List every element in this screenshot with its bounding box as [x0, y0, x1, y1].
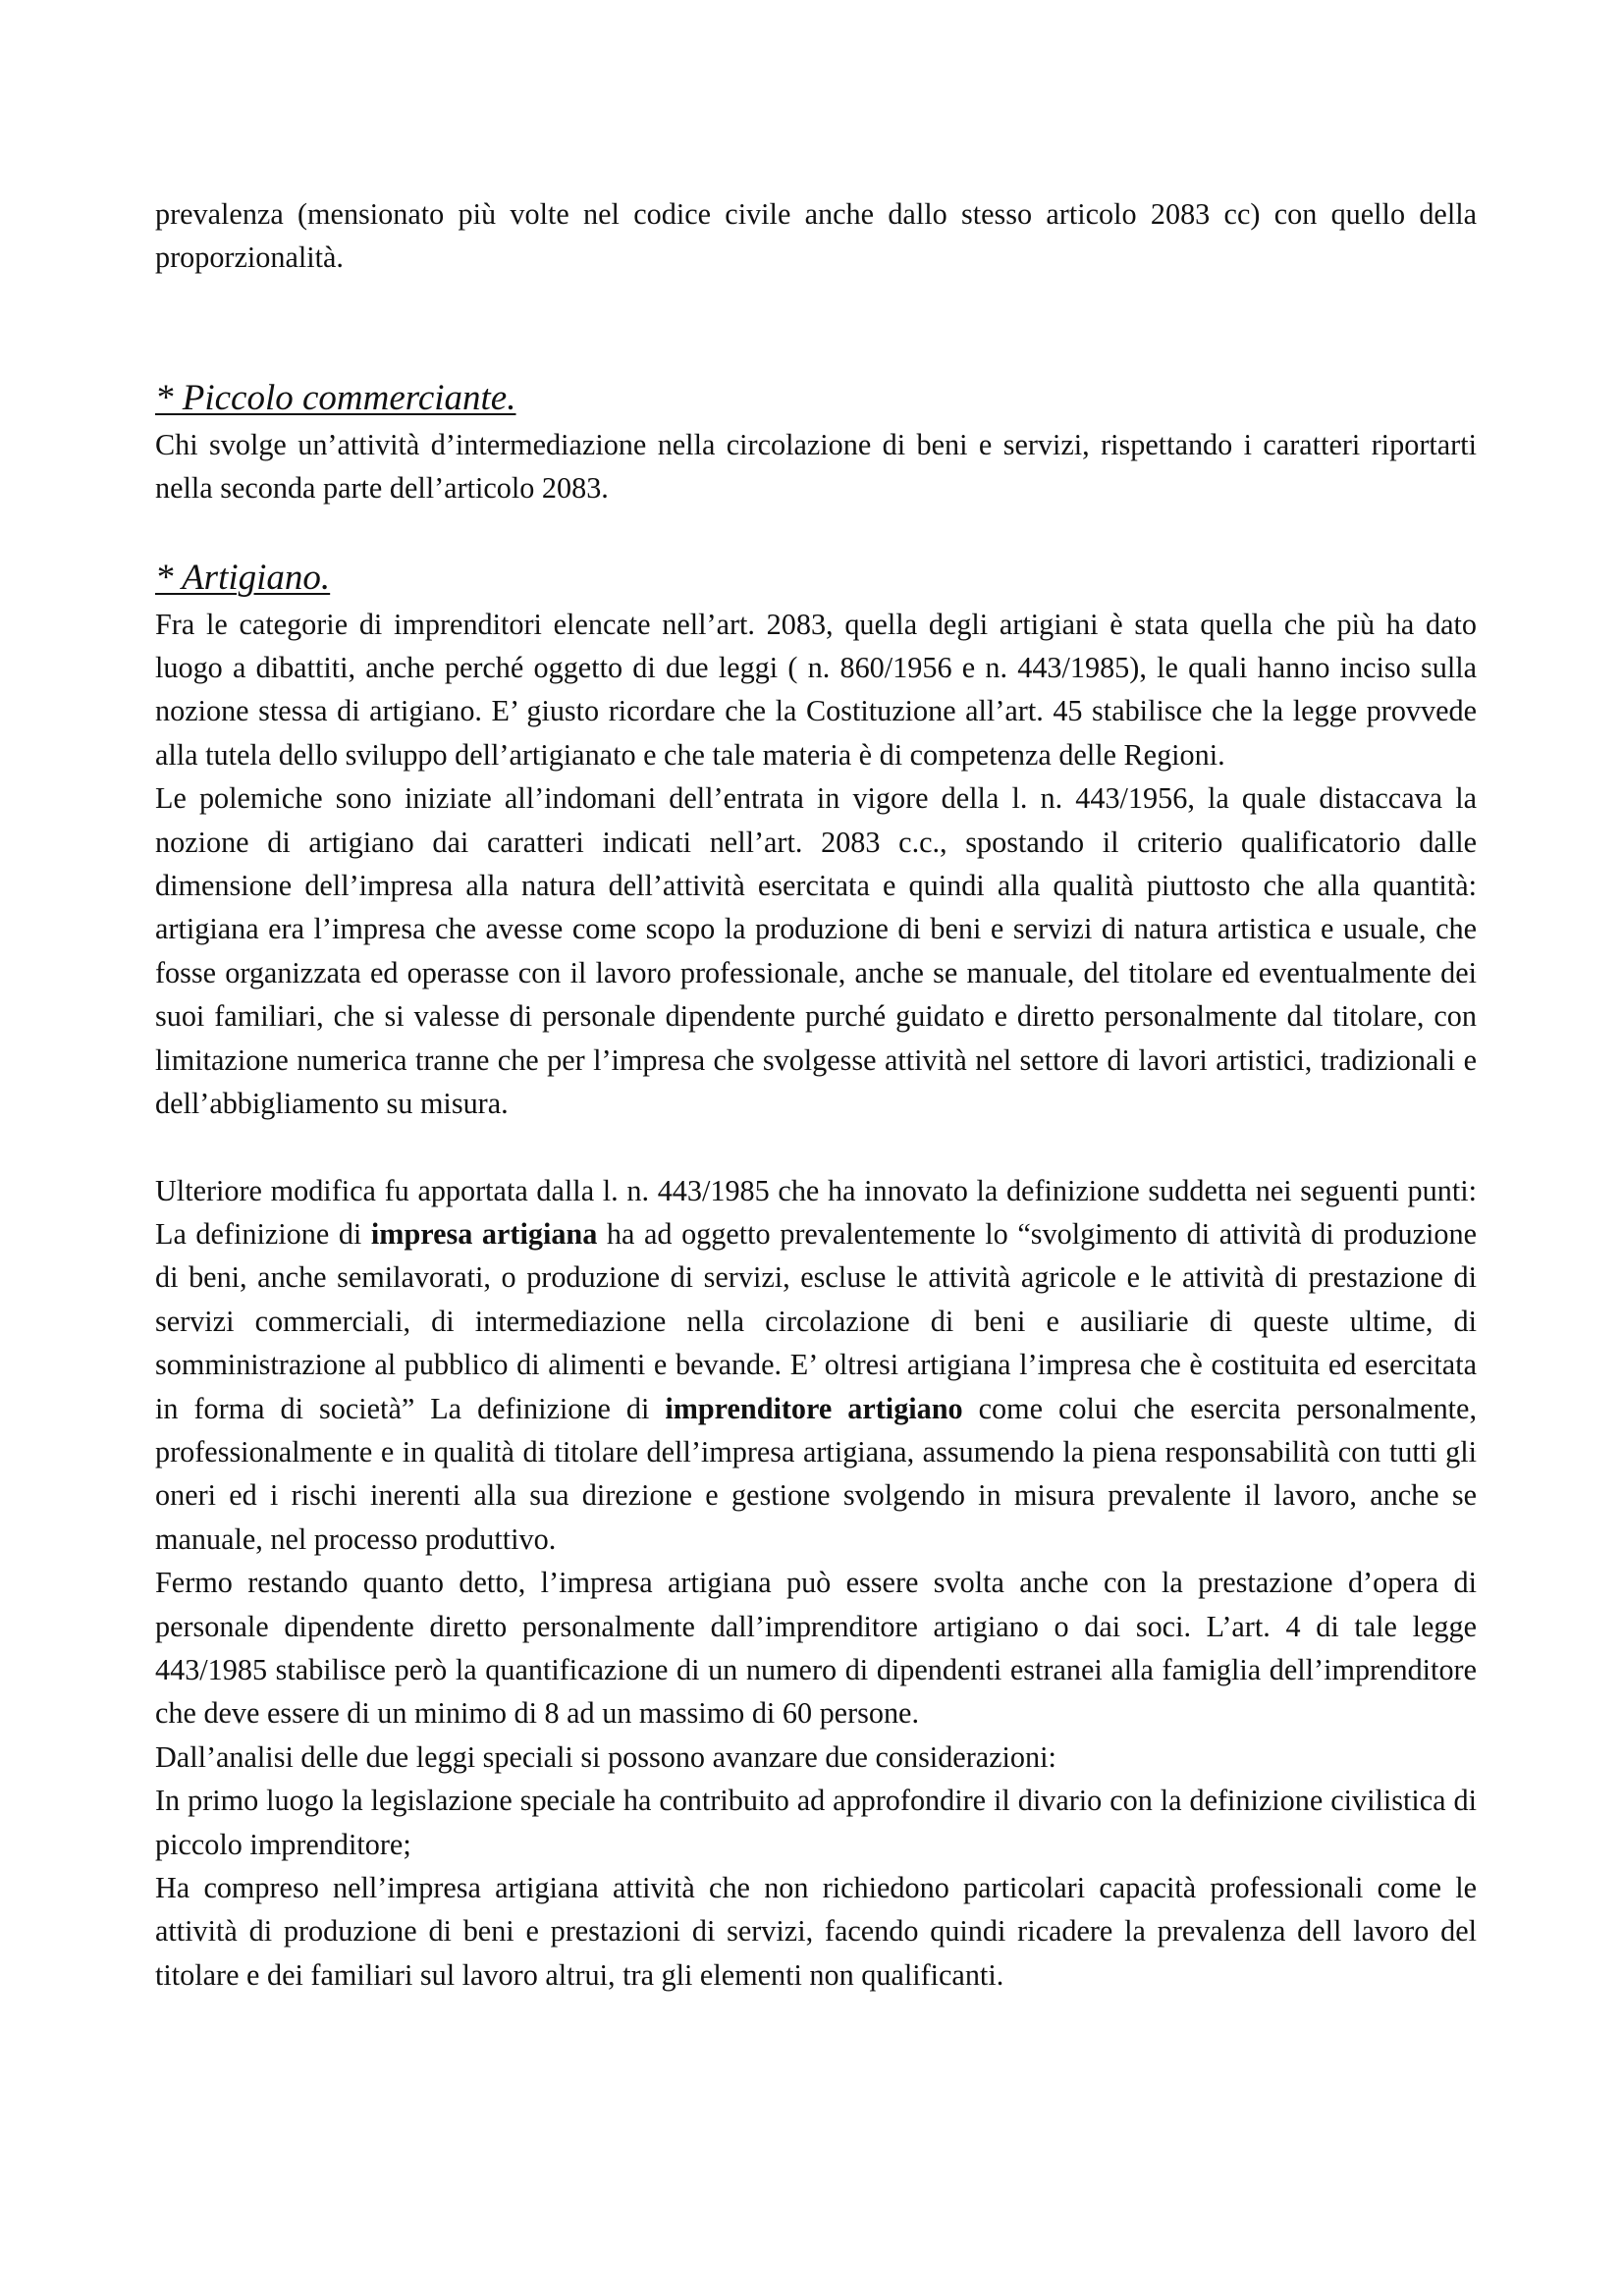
- artigiano-paragraph-1: Fra le categorie di imprenditori elencate nell’art. 2083, quella degli artigiani è stata quella che più ha dato luogo a dibattiti, anche perché oggetto di due leggi ( n. 860/1956 e n. 443/1985), le quali hanno inciso sulla nozione stessa di artigiano. E’ giusto ricordare che la Costituzione all’art. 45 stabilisce che la legge provvede alla tutela dello sviluppo dell’artigianato e che tale materia è di competenza delle Regioni.: [155, 607, 1477, 772]
- artigiano-paragraph-3: [155, 1169, 1477, 1562]
- bold-imprenditore-artigiano: imprenditore artigiano: [665, 1391, 963, 1425]
- document-page: [155, 192, 1477, 1997]
- spacer: [155, 1126, 1477, 1169]
- artigiano-paragraph-7: Ha compreso nell’impresa artigiana attività che non richiedono particolari capacità professionali come le attività di produzione di beni e prestazioni di servizi, facendo quindi ricadere la prevalenza dell lavoro del titolare e dei familiari sul lavoro altrui, tra gli elementi non qualificanti.: [155, 1871, 1477, 1992]
- piccolo-commerciante-paragraph: Chi svolge un’attività d’intermediazione nella circolazione di beni e servizi, rispettando i caratteri riportarti nella seconda parte dell’articolo 2083.: [155, 427, 1477, 506]
- spacer: [155, 510, 1477, 554]
- artigiano-paragraph-6: In primo luogo la legislazione speciale ha contribuito ad approfondire il divario con la definizione civilistica di piccolo imprenditore;: [155, 1784, 1477, 1861]
- p3-text-b: ha ad oggetto prevalentemente lo “svolgimento di attività di produzione di beni, anche semilavorati, o produzione di servizi, escluse le attività agricole e le attività di prestazione di servizi commerciali, di intermediazione nella circolazione di beni e ausiliarie di queste ultime, di somministrazione al pubblico di alimenti e bevande. E’ oltresi artigiana l’impresa che è costituita ed esercitata in forma di società” La definizione di: [155, 1216, 1478, 1425]
- bold-impresa-artigiana: impresa artigiana: [370, 1216, 598, 1251]
- p3-text-c: come colui che esercita personalmente, professionalmente e in qualità di titolare dell’impresa artigiana, assumendo la piena responsabilità con tutti gli oneri ed i rischi inerenti alla sua direzione e gestione svolgendo in misura prevalente il lavoro, anche se manuale, nel processo produttivo.: [155, 1391, 1477, 1556]
- heading-artigiano: * Artigiano.: [155, 557, 331, 598]
- artigiano-paragraph-5: Dall’analisi delle due leggi speciali si possono avanzare due considerazioni:: [155, 1739, 1056, 1774]
- heading-piccolo-commerciante: * Piccolo commerciante.: [155, 377, 516, 418]
- spacer: [155, 280, 1477, 374]
- p3-text-a: Ulteriore modifica fu apportata dalla l. n. 443/1985 che ha innovato la definizione suddetta nei seguenti punti: La definizione di: [155, 1173, 1477, 1251]
- artigiano-paragraph-2: Le polemiche sono iniziate all’indomani dell’entrata in vigore della l. n. 443/1956, la quale distaccava la nozione di artigiano dai caratteri indicati nell’art. 2083 c.c., spostando il criterio qualificatorio dalle dimensione dell’impresa alla natura dell’attività esercitata e quindi alla qualità piuttosto che alla quantità: artigiana era l’impresa che avesse come scopo la produzione di beni e servizi di natura artistica e usuale, che fosse organizzata ed operasse con il lavoro professionale, anche se manuale, del titolare ed eventualmente dei suoi familiari, che si valesse di personale dipendente purché guidato e diretto personalmente dal titolare, con limitazione numerica tranne che per l’impresa che svolgesse attività nel settore di lavori artistici, tradizionali e dell’abbigliamento su misura.: [155, 781, 1477, 1121]
- artigiano-paragraph-4: Fermo restando quanto detto, l’impresa artigiana può essere svolta anche con la prestazione d’opera di personale dipendente diretto personalmente dall’imprenditore artigiano o dai soci. L’art. 4 di tale legge 443/1985 stabilisce però la quantificazione di un numero di dipendenti estranei alla famiglia dell’imprenditore che deve essere di un minimo di 8 ad un massimo di 60 persone.: [155, 1566, 1477, 1731]
- intro-paragraph: prevalenza (mensionato più volte nel codice civile anche dallo stesso articolo 2083 cc) con quello della proporzionalità.: [155, 197, 1477, 275]
